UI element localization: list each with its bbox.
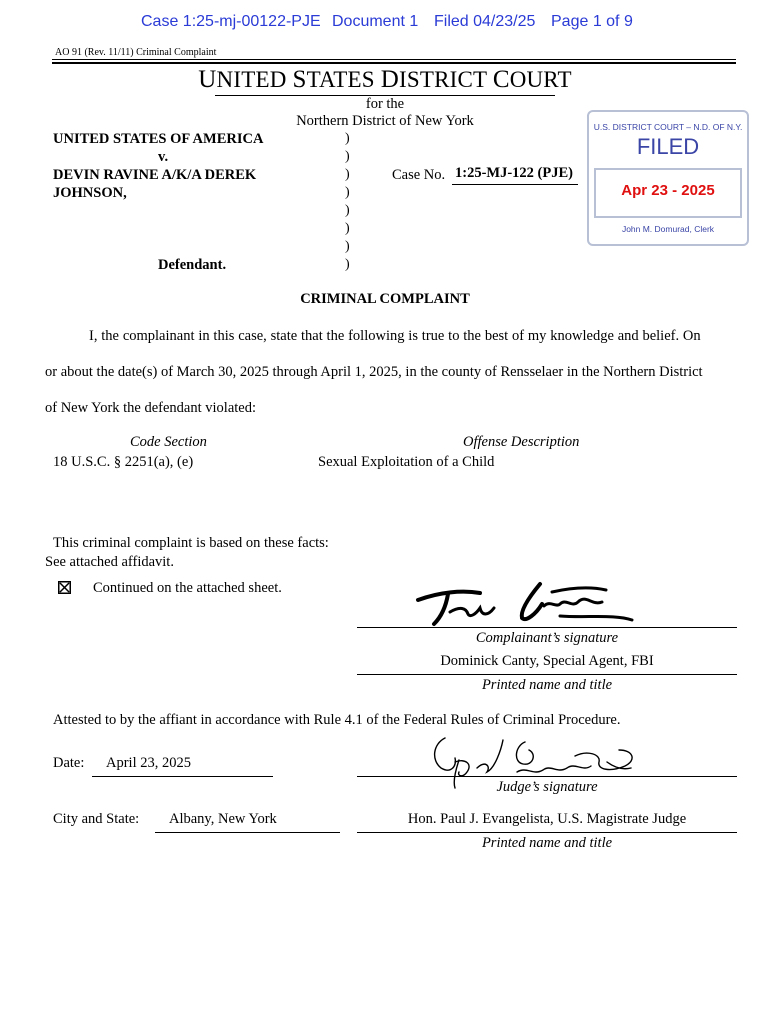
facts-basis-line1: This criminal complaint is based on these facts: [53, 535, 329, 551]
plaintiff-name: UNITED STATES OF AMERICA [53, 131, 264, 147]
caption-paren: ) [345, 185, 350, 200]
form-identifier: AO 91 (Rev. 11/11) Criminal Complaint [55, 47, 217, 58]
caption-paren: ) [345, 149, 350, 164]
city-state-line [155, 832, 340, 833]
stamp-clerk: John M. Domurad, Clerk [621, 224, 715, 234]
judge-name-title: Hon. Paul J. Evangelista, U.S. Magistrate Judge [407, 811, 687, 827]
code-section-value: 18 U.S.C. § 2251(a), (e) [53, 454, 194, 470]
caption-paren: ) [345, 257, 350, 272]
complaint-heading: CRIMINAL COMPLAINT [300, 291, 470, 307]
complainant-signature-image [410, 578, 635, 630]
offense-description-header: Offense Description [463, 434, 580, 450]
stamp-filed-text: FILED [636, 134, 700, 159]
versus-text: v. [158, 149, 169, 165]
caption-paren: ) [345, 203, 350, 218]
page-number-header: Page 1 of 9 [551, 13, 633, 30]
document-number-header: Document 1 [332, 13, 419, 30]
judge-name-line [357, 832, 737, 833]
complaint-paragraph-line2: or about the date(s) of March 30, 2025 through April 1, 2025, in the county of Rensselaer in the Northern District [45, 364, 703, 380]
offense-description-value: Sexual Exploitation of a Child [318, 454, 495, 470]
code-section-header: Code Section [130, 434, 207, 450]
case-no-value: 1:25-MJ-122 (PJE) [455, 165, 573, 181]
case-no-underline [452, 184, 578, 185]
facts-basis-line2: See attached affidavit. [45, 554, 174, 570]
date-line [92, 776, 273, 777]
complainant-name-title: Dominick Canty, Special Agent, FBI [440, 653, 654, 669]
continued-checkbox[interactable] [58, 581, 71, 594]
complaint-paragraph-line1: I, the complainant in this case, state that the following is true to the best of my knowledge and belief. On [89, 328, 701, 344]
filed-stamp [587, 110, 749, 246]
court-title: UNITED STATES DISTRICT COURT [198, 66, 572, 93]
continued-label: Continued on the attached sheet. [93, 580, 282, 596]
case-no-label: Case No. [392, 167, 446, 183]
caption-paren: ) [345, 131, 350, 146]
caption-paren: ) [345, 167, 350, 182]
caption-paren: ) [345, 239, 350, 254]
stamp-date: Apr 23 - 2025 [621, 182, 715, 199]
caption-paren: ) [345, 221, 350, 236]
stamp-date-box [594, 168, 742, 218]
defendant-label: Defendant. [158, 257, 227, 273]
complainant-signature-label: Complainant’s signature [475, 630, 619, 646]
district-name: Northern District of New York [296, 113, 474, 129]
complaint-paragraph-line3: of New York the defendant violated: [45, 400, 257, 416]
city-state-label: City and State: [53, 811, 140, 827]
complainant-name-line [357, 674, 737, 675]
complainant-signature-line [357, 627, 737, 628]
defendant-name-line2: JOHNSON, [53, 185, 127, 201]
city-state-value: Albany, New York [169, 811, 277, 827]
attestation-text: Attested to by the affiant in accordance with Rule 4.1 of the Federal Rules of Criminal Procedure. [53, 712, 621, 728]
judge-printed-label: Printed name and title [481, 835, 613, 851]
top-rule-thick [52, 62, 736, 64]
defendant-name-line1: DEVIN RAVINE A/K/A DEREK [53, 167, 257, 183]
stamp-court-name: U.S. DISTRICT COURT – N.D. OF N.Y. [593, 122, 743, 132]
case-number-header: Case 1:25-mj-00122-PJE [141, 13, 321, 30]
judge-signature-line [357, 776, 737, 777]
for-the-text: for the [365, 96, 405, 112]
date-label: Date: [53, 755, 85, 771]
judge-signature-label: Judge’s signature [496, 779, 598, 795]
top-rule-thin [52, 59, 736, 60]
filed-date-header: Filed 04/23/25 [434, 13, 536, 30]
complainant-printed-label: Printed name and title [481, 677, 613, 693]
date-value: April 23, 2025 [106, 755, 191, 771]
